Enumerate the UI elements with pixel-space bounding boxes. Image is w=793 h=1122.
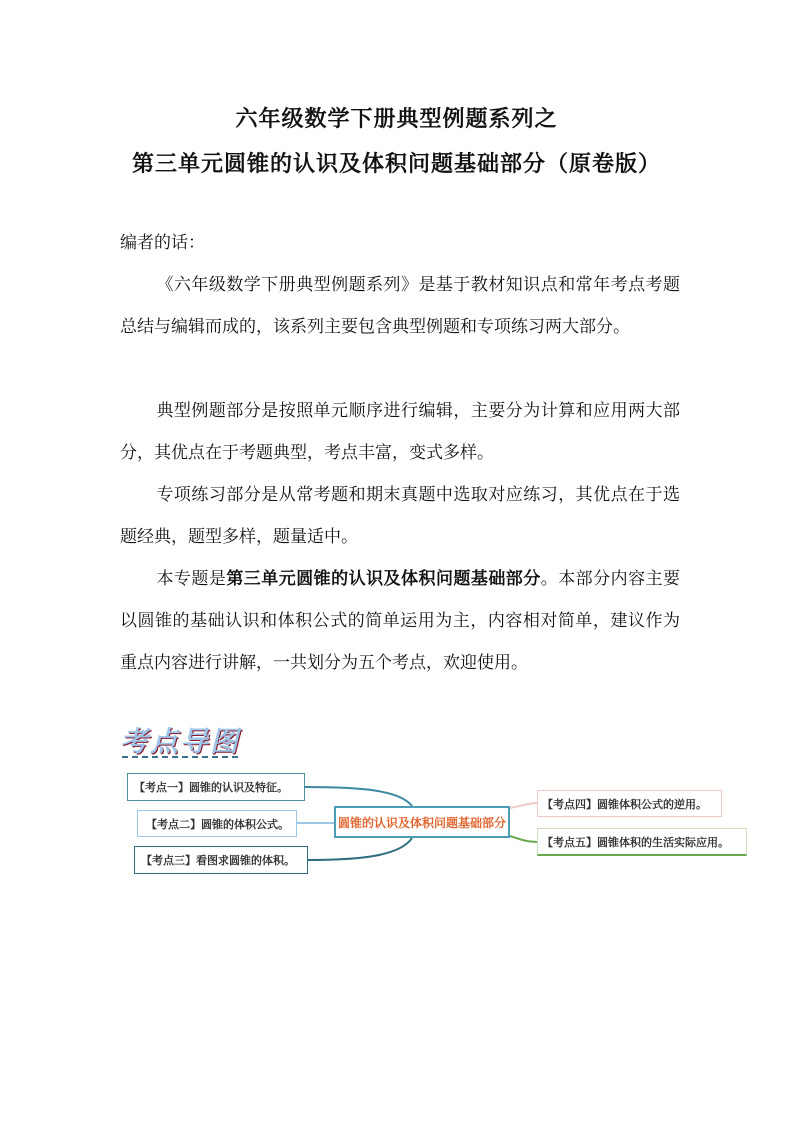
document-title-line2: 第三单元圆锥的认识及体积问题基础部分（原卷版）	[131, 152, 661, 177]
mindmap-node-point-4: 【考点四】圆锥体积公式的逆用。	[537, 790, 722, 817]
mindmap-node-point-3: 【考点三】看图求圆锥的体积。	[134, 846, 308, 874]
mindmap-heading: 考点导图	[120, 725, 241, 758]
mindmap-node-point-1: 【考点一】圆锥的认识及特征。	[127, 773, 305, 801]
paragraph-text: 专项练习部分是从常考题和期末真题中选取对应练习，其优点在于选题经典，题型多样，题量适中。	[120, 485, 680, 547]
editor-label: 编者的话：	[120, 233, 205, 253]
mindmap-node-point-5: 【考点五】圆锥体积的生活实际应用。	[537, 828, 747, 856]
mindmap-node-point-2: 【考点二】圆锥的体积公式。	[137, 810, 297, 837]
paragraph-bold-topic: 第三单元圆锥的认识及体积问题基础部分	[226, 569, 541, 589]
paragraph-text: 《六年级数学下册典型例题系列》是基于教材知识点和常年考点考题总结与编辑而成的，该系列主要包含典型例题和专项练习两大部分。	[120, 275, 680, 337]
paragraph-prefix: 本专题是	[156, 569, 227, 589]
mindmap-center-node: 圆锥的认识及体积问题基础部分	[334, 806, 510, 838]
paragraph-text: 典型例题部分是按照单元顺序进行编辑，主要分为计算和应用两大部分，其优点在于考题典型，考点丰富，变式多样。	[120, 401, 680, 463]
paragraph-suffix: 。本部分内容主要以圆锥的基础认识和体积公式的简单运用为主，内容相对简单，建议作为重点内容进行讲解，一共划分为五个考点，欢迎使用。	[120, 569, 681, 673]
document-title-line1: 六年级数学下册典型例题系列之	[235, 107, 558, 132]
